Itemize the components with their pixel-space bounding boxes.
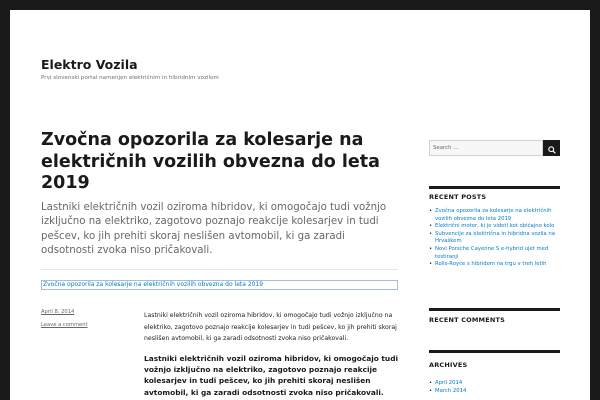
article-body-bold-paragraph: Lastniki električnih vozil oziroma hibridov, ki omogočajo tudi vožnjo izključno na elektriko, zagotovo poznajo reakcije kolesarjev in tudi pešcev, ko jih prehiti skoraj neslišen avtomobil, ki ga zaradi odsotnosti zvoka niso pričakovali.: [144, 354, 399, 397]
archive-link[interactable]: April 2014: [435, 380, 463, 386]
search-icon: [548, 146, 556, 154]
recent-posts-title: RECENT POSTS: [429, 193, 487, 201]
archive-link[interactable]: March 2014: [435, 388, 467, 395]
search-input[interactable]: [429, 140, 543, 156]
leave-comment-link[interactable]: Leave a comment: [41, 322, 88, 328]
article-link-box[interactable]: Zvočna opozorila za kolesarje na električnih vozilih obvezna do leta 2019: [41, 280, 398, 290]
article-body-paragraph: Lastniki električnih vozil oziroma hibridov, ki omogočajo tudi vožnjo izključno na elektriko, zagotovo poznajo reakcije kolesarjev in tudi pešcev, ko jih prehiti skoraj neslišen avtomobil, ki ga zaradi odsotnosti zvoka niso pričakovali.: [144, 312, 397, 343]
recent-post-link[interactable]: Novi Porsche Cayenne S e-hybrid ujet med testiranji: [435, 245, 549, 260]
recent-post-link[interactable]: Rolls-Royce s hibridom na trgu v treh letih: [435, 261, 547, 268]
archives-list: [429, 379, 560, 395]
recent-comments-title: RECENT COMMENTS: [429, 316, 506, 324]
search-button[interactable]: [543, 140, 560, 156]
sidebar: [429, 10, 560, 400]
site-description: Prvi slovenski portal namenjen električnim in hibridnim vozilom: [41, 75, 219, 81]
list-item[interactable]: [429, 387, 560, 395]
archives-rule: [429, 350, 560, 353]
list-item[interactable]: [429, 261, 560, 269]
page-container: [10, 10, 590, 400]
recent-post-link[interactable]: Zvočna opozorila za kolesarje na električnih vozilih obvezna do leta 2019: [435, 208, 552, 222]
list-item[interactable]: [429, 208, 560, 223]
recent-comments-rule: [429, 308, 560, 311]
recent-post-link[interactable]: Subvencije za električna in hibridna vozila na Hrvaškem: [435, 230, 555, 245]
site-title-link[interactable]: Elektro Vozila: [41, 57, 138, 72]
post-date-link[interactable]: April 8, 2014: [41, 309, 75, 315]
recent-posts-rule: [429, 186, 560, 189]
article-summary: Lastniki električnih vozil oziroma hibridov, ki omogočajo tudi vožnjo izključno na elektriko, zagotovo poznajo reakcije kolesarjev in tudi pešcev, ko jih prehiti skoraj neslišen avtomobil, ki ga zaradi odsotnosti zvoka niso pričakovali.: [41, 202, 387, 257]
list-item[interactable]: [429, 231, 560, 246]
archives-title: ARCHIVES: [429, 361, 468, 369]
recent-posts-list: [429, 208, 560, 269]
content-divider: [41, 269, 398, 270]
list-item[interactable]: [429, 246, 560, 261]
list-item[interactable]: [429, 223, 560, 231]
list-item[interactable]: [429, 379, 560, 387]
article-title: Zvočna opozorila za kolesarje na električnih vozilih obvezna do leta 2019: [41, 130, 380, 193]
recent-post-link[interactable]: Električni motor, ki je videti kot običajno kolo: [435, 223, 555, 230]
